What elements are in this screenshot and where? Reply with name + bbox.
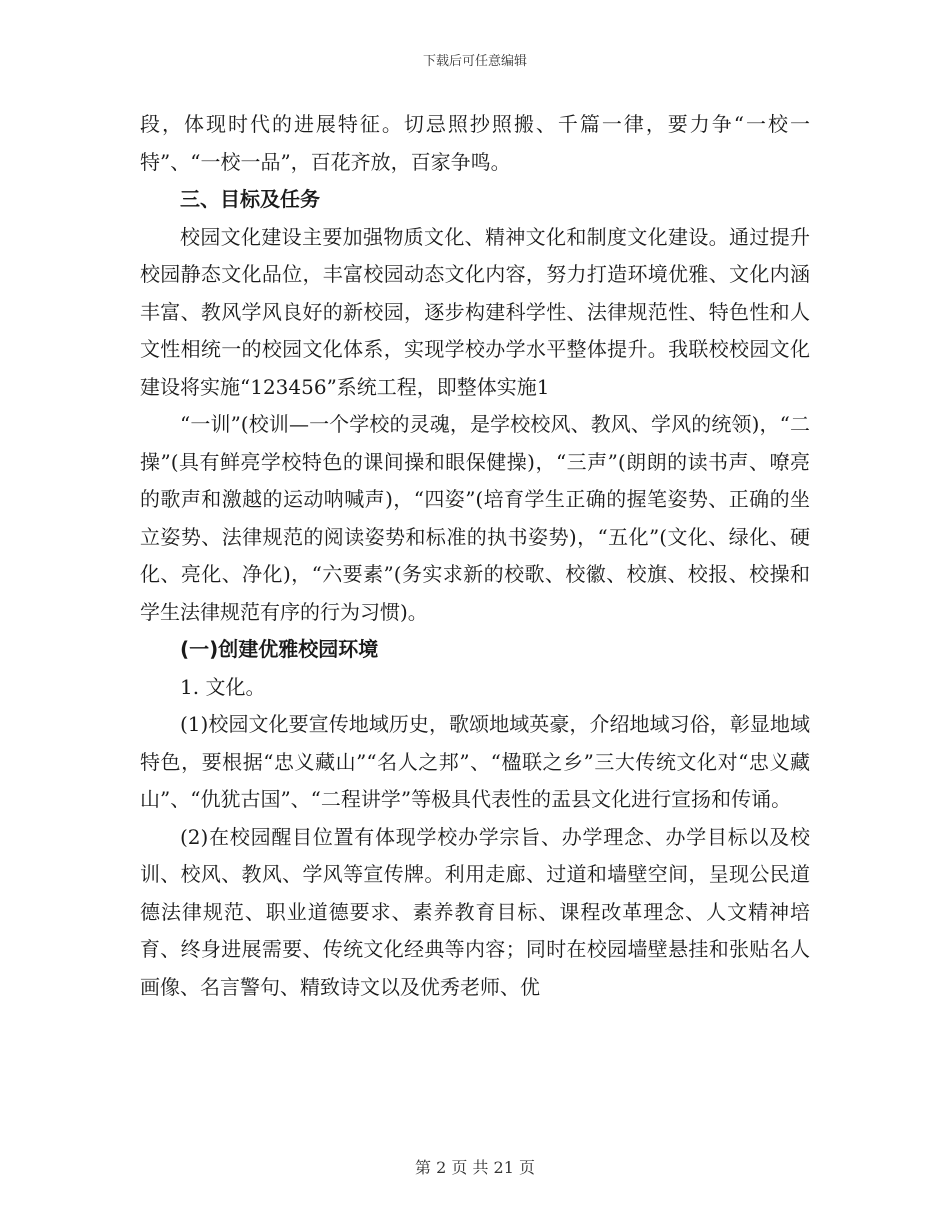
document-body (140, 106, 810, 1006)
subsection-heading-environment: (一)创建优雅校园环境 (180, 637, 379, 661)
paragraph-goals: 校园文化建设主要加强物质文化、精神文化和制度文化建设。通过提升校园静态文化品位，丰富校园动态文化内容，努力打造环境优雅、文化内涵丰富、教风学风良好的新校园，逐步构建科学性、法律规范性、特色性和人文性相统一的校园文化体系，实现学校办学水平整体提升。我联校校园文化建设将实施“123456”系统工程，即整体实施1 (140, 224, 810, 399)
item-culture-2: (2)在校园醒目位置有体现学校办学宗旨、办学理念、办学目标以及校训、校风、教风、学风等宣传牌。利用走廊、过道和墙壁空间，呈现公民道德法律规范、职业道德要求、素养教育目标、课程改革理念、人文精神培育、终身进展需要、传统文化经典等内容；同时在校园墙壁悬挂和张贴名人画像、名言警句、精致诗文以及优秀老师、优 (140, 824, 810, 999)
item-culture: 1. 文化。 (180, 674, 266, 699)
item-culture-1: (1)校园文化要宣传地域历史，歌颂地域英豪，介绍地域习俗，彰显地域特色，要根据“忠义藏山”“名人之邦”、“楹联之乡”三大传统文化对“忠义藏山”、“仇犹古国”、“二程讲学”等极具代表性的盂县文化进行宣扬和传诵。 (140, 712, 810, 811)
section-heading-goals: 三、目标及任务 (180, 187, 320, 211)
page-number: 第 2 页 共 21 页 (415, 1158, 535, 1177)
paragraph-system-project: “一训”(校训—一个学校的灵魂，是学校校风、教风、学风的统领)，“二操”(具有鲜亮学校特色的课间操和眼保健操)，“三声”(朗朗的读书声、嘹亮的歌声和激越的运动呐喊声)，“四姿”(培育学生正确的握笔姿势、正确的坐立姿势、法律规范的阅读姿势和标准的执书姿势)，“五化”(文化、绿化、硬化、亮化、净化)，“六要素”(务实求新的校歌、校徽、校旗、校报、校操和学生法律规范有序的行为习惯)。 (140, 412, 810, 624)
page-header-note: 下载后可任意编辑 (422, 54, 527, 69)
paragraph-continuation: 段，体现时代的进展特征。切忌照抄照搬、千篇一律，要力争“一校一特”、“一校一品”，百花齐放，百家争鸣。 (140, 112, 810, 174)
